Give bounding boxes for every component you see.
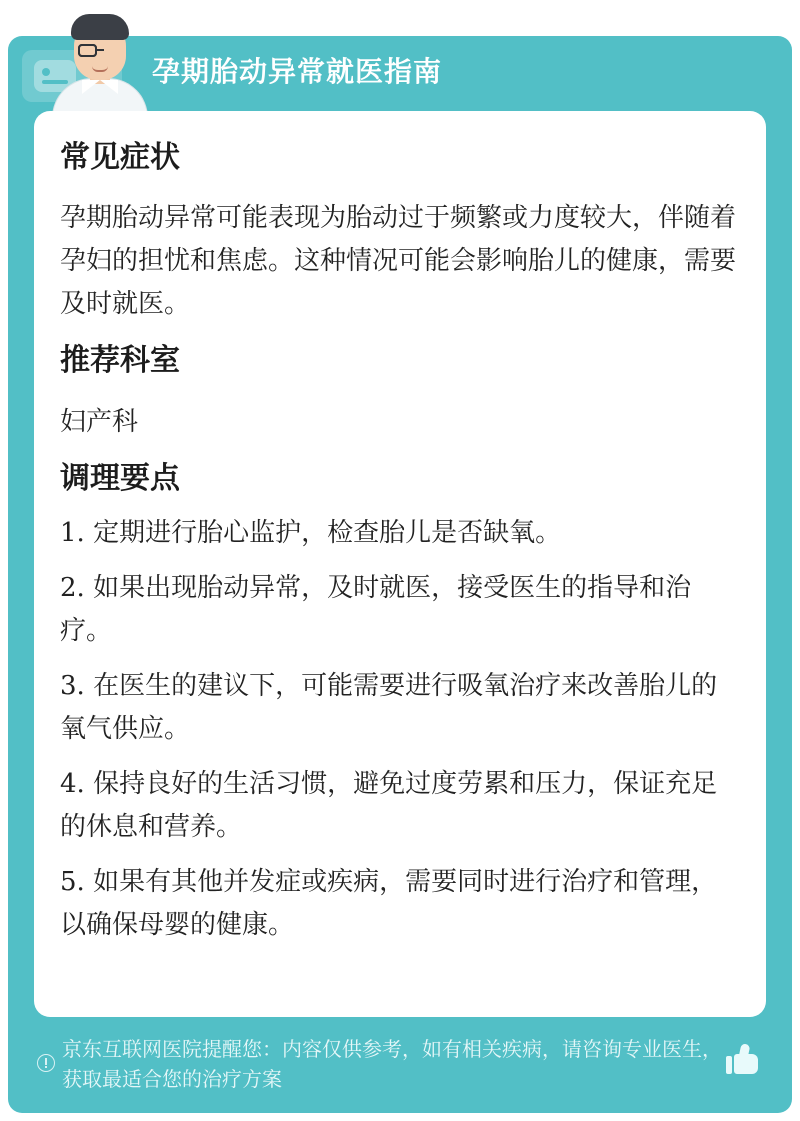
page-title: 孕期胎动异常就医指南: [152, 55, 443, 88]
footer-notice: 京东互联网医院提醒您：内容仅供参考，如有相关疾病，请咨询专业医生，获取最适合您的治疗方案: [62, 1037, 722, 1091]
doctor-avatar-icon: [46, 6, 154, 110]
department-value: 妇产科: [60, 407, 139, 437]
list-item: 4. 保持良好的生活习惯，避免过度劳累和压力，保证充足的休息和营养。: [60, 769, 718, 842]
care-heading: 调理要点: [60, 461, 180, 496]
list-item: 2. 如果出现胎动异常，及时就医，接受医生的指导和治疗。: [60, 573, 692, 646]
info-icon: [37, 1054, 55, 1072]
care-list: [60, 512, 740, 947]
thumbs-up-icon[interactable]: [724, 1042, 760, 1076]
symptoms-heading: 常见症状: [60, 140, 180, 175]
list-item: 1. 定期进行胎心监护，检查胎儿是否缺氧。: [60, 518, 562, 548]
symptoms-text: 孕期胎动异常可能表现为胎动过于频繁或力度较大，伴随着孕妇的担忧和焦虑。这种情况可能会影响胎儿的健康，需要及时就医。: [60, 203, 737, 319]
department-heading: 推荐科室: [60, 343, 180, 378]
list-item: 5. 如果有其他并发症或疾病，需要同时进行治疗和管理，以确保母婴的健康。: [60, 867, 718, 940]
content-card: [34, 111, 766, 1017]
list-item: 3. 在医生的建议下，可能需要进行吸氧治疗来改善胎儿的氧气供应。: [60, 671, 718, 744]
